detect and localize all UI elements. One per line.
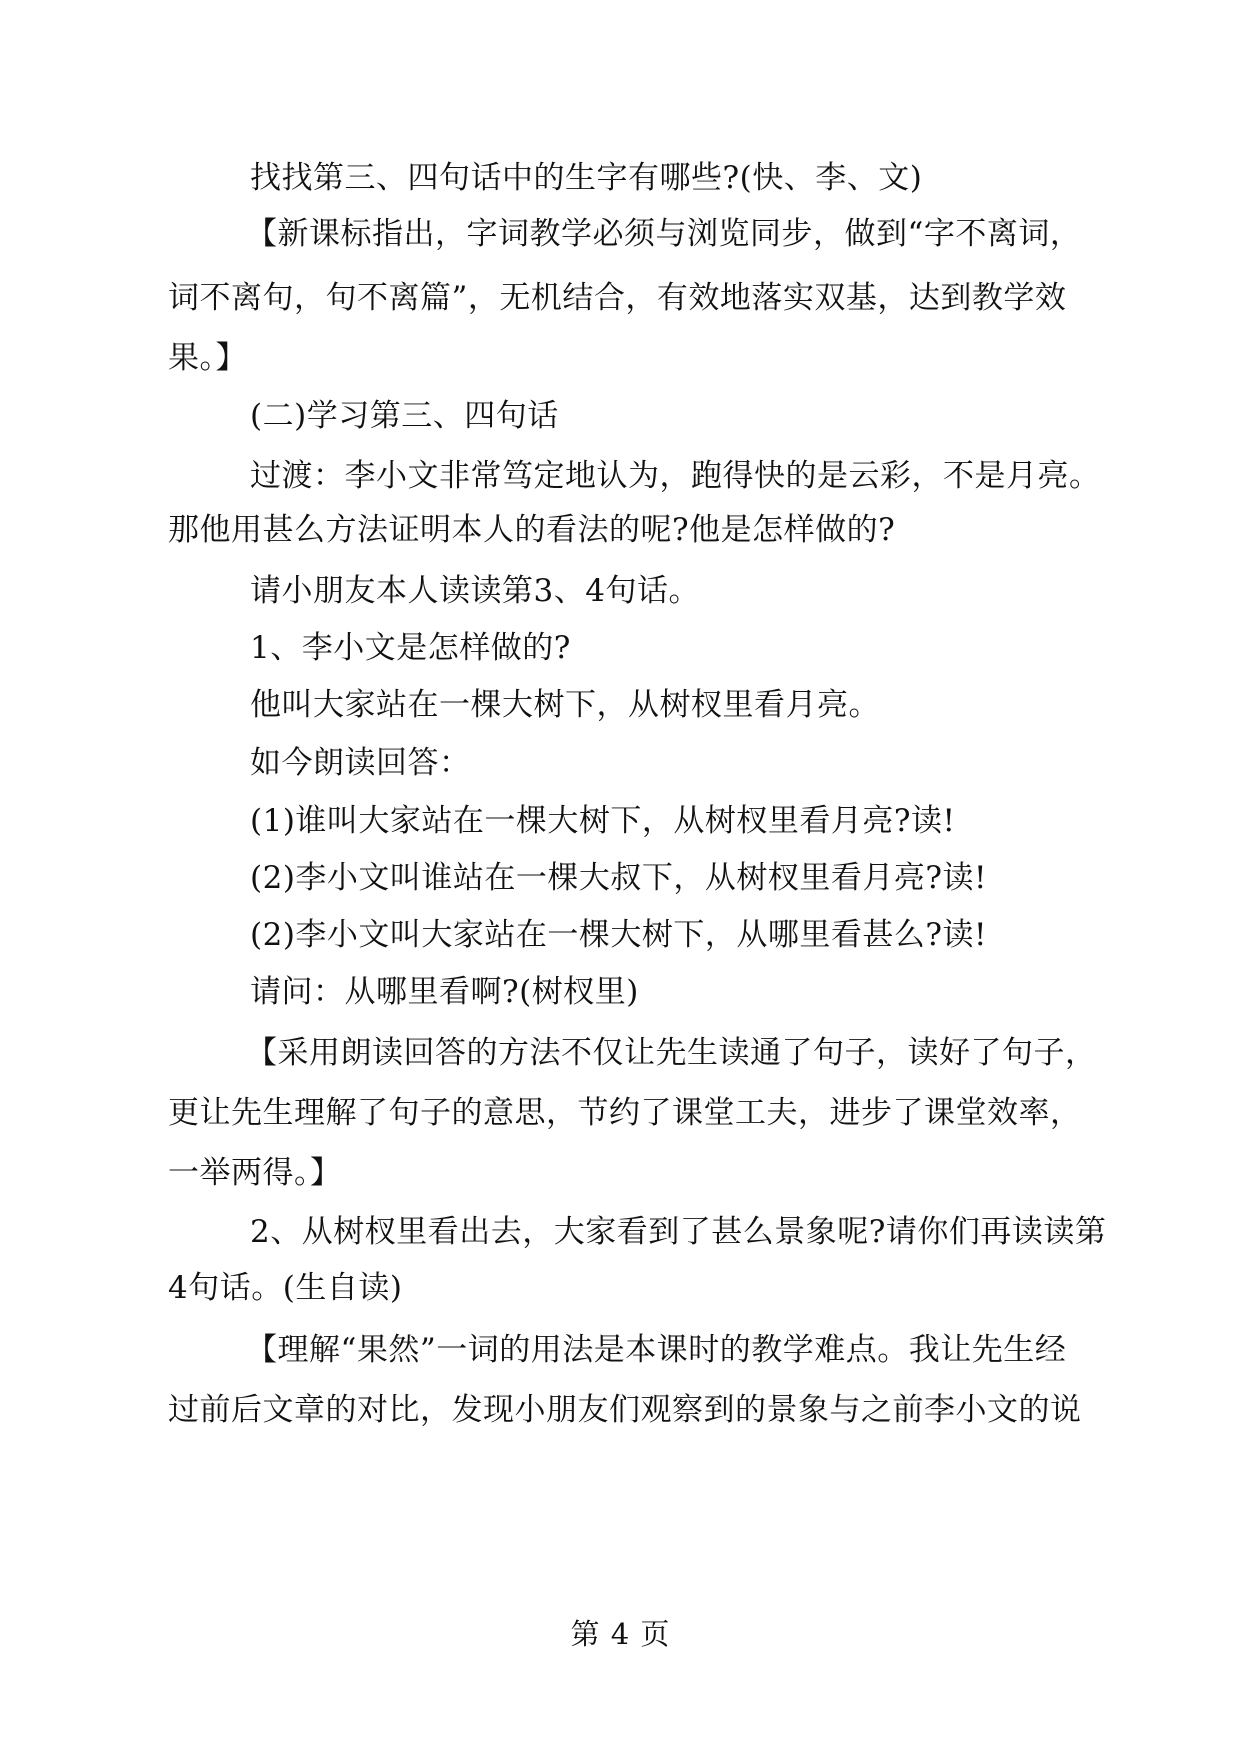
section-heading: (二)学习第三、四句话 (250, 398, 559, 434)
paragraph-line: 过前后文章的对比，发现小朋友们观察到的景象与之前李小文的说 (168, 1392, 1082, 1428)
paragraph-line: (1)谁叫大家站在一棵大树下，从树杈里看月亮?读! (250, 803, 956, 839)
paragraph-line: 一举两得。】 (168, 1155, 342, 1191)
paragraph-line: 如今朗读回答： (250, 745, 471, 781)
paragraph-line: 请问：从哪里看啊?(树杈里) (250, 974, 639, 1010)
paragraph-line: 更让先生理解了句子的意思，节约了课堂工夫，进步了课堂效率， (168, 1095, 1082, 1131)
paragraph-line: 2、从树杈里看出去，大家看到了甚么景象呢?请你们再读读第 (250, 1214, 1107, 1250)
paragraph-line: 请小朋友本人读读第3、4句话。 (250, 573, 700, 609)
paragraph-line: 词不离句，句不离篇”，无机结合，有效地落实双基，达到教学效 (168, 280, 1067, 316)
paragraph-line: 找找第三、四句话中的生字有哪些?(快、李、文) (250, 160, 923, 196)
paragraph-line: 1、李小文是怎样做的? (250, 630, 571, 666)
paragraph-line: (2)李小文叫大家站在一棵大树下，从哪里看甚么?读! (250, 917, 987, 953)
paragraph-line: 过渡：李小文非常笃定地认为，跑得快的是云彩，不是月亮。 (250, 458, 1101, 494)
paragraph-line: 果。】 (168, 340, 247, 376)
paragraph-line: 【新课标指出，字词教学必须与浏览同步，做到“字不离词， (246, 216, 1082, 252)
paragraph-line: (2)李小文叫谁站在一棵大叔下，从树杈里看月亮?读! (250, 860, 987, 896)
paragraph-line: 那他用甚么方法证明本人的看法的呢?他是怎样做的? (168, 512, 896, 548)
paragraph-line: 他叫大家站在一棵大树下，从树杈里看月亮。 (250, 687, 880, 723)
paragraph-line: 【采用朗读回答的方法不仅让先生读通了句子，读好了句子， (246, 1035, 1097, 1071)
page-number: 第 4 页 (570, 1617, 671, 1651)
paragraph-line: 4句话。(生自读) (168, 1270, 403, 1306)
paragraph-line: 【理解“果然”一词的用法是本课时的教学难点。我让先生经 (246, 1332, 1067, 1368)
